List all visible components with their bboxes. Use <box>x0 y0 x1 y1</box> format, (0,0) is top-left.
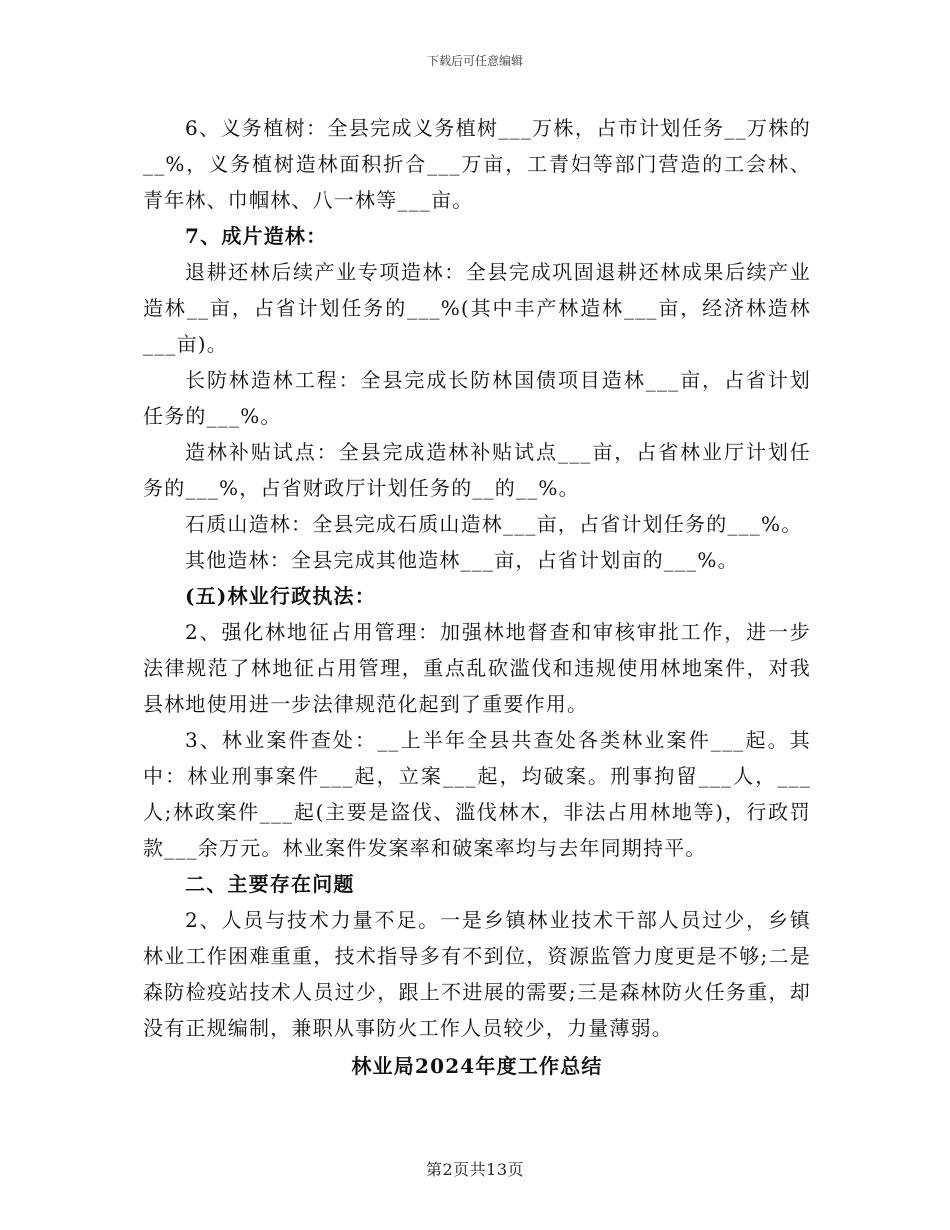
paragraph-staff-shortage: 2、人员与技术力量不足。一是乡镇林业技术干部人员过少，乡镇林业工作困难重重，技术指导多有不到位，资源监管力度更是不够;二是森防检疫站技术人员过少，跟上不进展的需要;三是森林防火任务重，却没有正规编制，兼职从事防火工作人员较少，力量薄弱。 <box>143 908 811 1040</box>
paragraph-land-management: 2、强化林地征占用管理：加强林地督查和审核审批工作，进一步法律规范了林地征占用管理，重点乱砍滥伐和违规使用林地案件，对我县林地使用进一步法律规范化起到了重要作用。 <box>143 620 811 716</box>
paragraph-rocky-mountain: 石质山造林：全县完成石质山造林___亩，占省计划任务的___%。 <box>185 512 803 536</box>
heading-afforestation: 7、成片造林： <box>185 224 328 248</box>
paragraph-voluntary-planting: 6、义务植树：全县完成义务植树___万株，占市计划任务__万株的__%，义务植树造林面积折合___万亩，工青妇等部门营造的工会林、青年林、巾帼林、八一林等___亩。 <box>143 116 811 212</box>
paragraph-other-afforestation: 其他造林：全县完成其他造林___亩，占省计划亩的___%。 <box>185 548 739 572</box>
heading-law-enforcement: (五)林业行政执法： <box>185 584 376 608</box>
document-body <box>143 110 811 1084</box>
heading-main-problems: 二、主要存在问题 <box>185 872 355 896</box>
paragraph-grain-for-green: 退耕还林后续产业专项造林：全县完成巩固退耕还林成果后续产业造林__亩，占省计划任务的___%(其中丰产林造林___亩，经济林造林___亩)。 <box>143 260 811 356</box>
paragraph-yangtze-shelterbelt: 长防林造林工程：全县完成长防林国债项目造林___亩，占省计划任务的___%。 <box>143 368 811 428</box>
paragraph-subsidy-pilot: 造林补贴试点：全县完成造林补贴试点___亩，占省林业厅计划任务的___%，占省财政厅计划任务的__的__%。 <box>143 440 811 500</box>
page-header: 下载后可任意编辑 <box>426 54 523 68</box>
paragraph-case-handling: 3、林业案件查处：__上半年全县共查处各类林业案件___起。其中：林业刑事案件___起，立案___起，均破案。刑事拘留___人，___人;林政案件___起(主要是盗伐、滥伐林木，非法占用林地等)，行政罚款___余万元。林业案件发案率和破案率均与去年同期持平。 <box>143 728 811 860</box>
document-title: 林业局2024年度工作总结 <box>351 1054 603 1078</box>
page-number: 第2页共13页 <box>425 1160 525 1179</box>
